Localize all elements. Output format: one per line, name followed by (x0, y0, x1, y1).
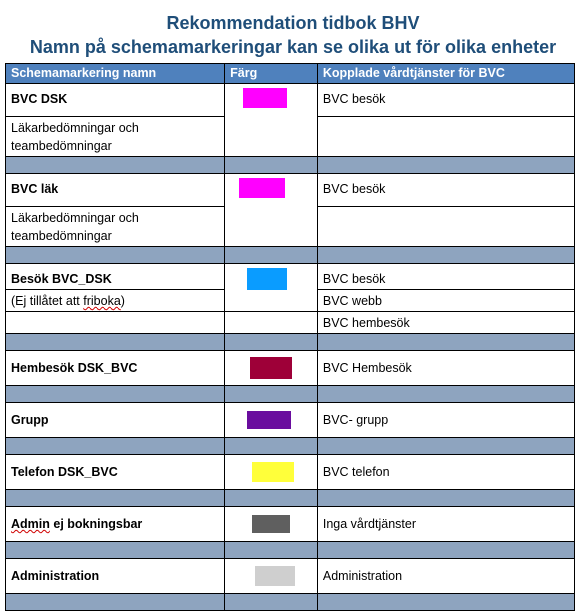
row-desc: Läkarbedömningar och teambedömningar (6, 117, 225, 157)
separator-row (6, 490, 575, 507)
color-cell (225, 403, 318, 438)
name-rest: ej bokningsbar (49, 517, 143, 531)
desc-misspelled: friboka (83, 294, 121, 308)
color-cell (225, 507, 318, 542)
color-swatch (250, 357, 292, 379)
header-name: Schemamarkering namn (6, 64, 225, 84)
separator-row (6, 247, 575, 264)
row-name: BVC DSK (6, 84, 225, 117)
table-row (6, 174, 575, 207)
row-name: BVC läk (6, 174, 225, 207)
row-desc: Läkarbedömningar och teambedömningar (6, 207, 225, 247)
separator-row (6, 157, 575, 174)
row-service: BVC besök (317, 174, 574, 207)
row-empty (6, 312, 225, 334)
separator-row (6, 334, 575, 351)
row-service: BVC webb (317, 290, 574, 312)
title-line-2: Namn på schemamarkeringar kan se olika ut för olika enheter (29, 37, 557, 57)
row-desc (6, 290, 225, 312)
desc-suffix: ) (120, 294, 125, 308)
color-swatch (252, 462, 294, 482)
row-service: BVC Hembesök (317, 351, 574, 386)
table-row (6, 403, 575, 438)
header-services: Kopplade vårdtjänster för BVC (317, 64, 574, 84)
row-service: BVC- grupp (317, 403, 574, 438)
color-cell (225, 84, 318, 157)
color-cell (225, 264, 318, 312)
table-row (6, 559, 575, 594)
row-name: Grupp (6, 403, 225, 438)
name-misspelled: Admin (11, 517, 50, 531)
color-swatch (255, 566, 295, 586)
row-service: BVC besök (317, 84, 574, 117)
table-row (6, 507, 575, 542)
row-service: BVC besök (317, 264, 574, 290)
separator-row (6, 542, 575, 559)
table-row (6, 264, 575, 290)
table-row (6, 455, 575, 490)
schedule-marking-table (5, 63, 575, 611)
row-service: Inga vårdtjänster (317, 507, 574, 542)
color-cell (225, 455, 318, 490)
color-cell (225, 559, 318, 594)
color-swatch (252, 515, 290, 533)
color-cell (225, 351, 318, 386)
row-service: Administration (317, 559, 574, 594)
row-name: Telefon DSK_BVC (6, 455, 225, 490)
row-name: Besök BVC_DSK (6, 264, 225, 290)
row-service: BVC telefon (317, 455, 574, 490)
row-name: Administration (6, 559, 225, 594)
color-swatch (239, 178, 285, 198)
separator-row (6, 386, 575, 403)
row-service-empty (317, 117, 574, 157)
desc-prefix: (Ej tillåtet att (11, 294, 84, 308)
row-name (6, 507, 225, 542)
row-name: Hembesök DSK_BVC (6, 351, 225, 386)
color-swatch (243, 88, 287, 108)
table-row-extra (6, 312, 575, 334)
title-line-1: Rekommendation tidbok BHV (166, 13, 420, 33)
color-empty (225, 312, 318, 334)
color-swatch (247, 411, 291, 429)
table-row (6, 84, 575, 117)
table-row (6, 351, 575, 386)
header-row (6, 64, 575, 84)
color-swatch (247, 268, 287, 290)
color-cell (225, 174, 318, 247)
header-color: Färg (225, 64, 318, 84)
row-service: BVC hembesök (317, 312, 574, 334)
separator-row (6, 438, 575, 455)
separator-row (6, 594, 575, 611)
row-service-empty (317, 207, 574, 247)
